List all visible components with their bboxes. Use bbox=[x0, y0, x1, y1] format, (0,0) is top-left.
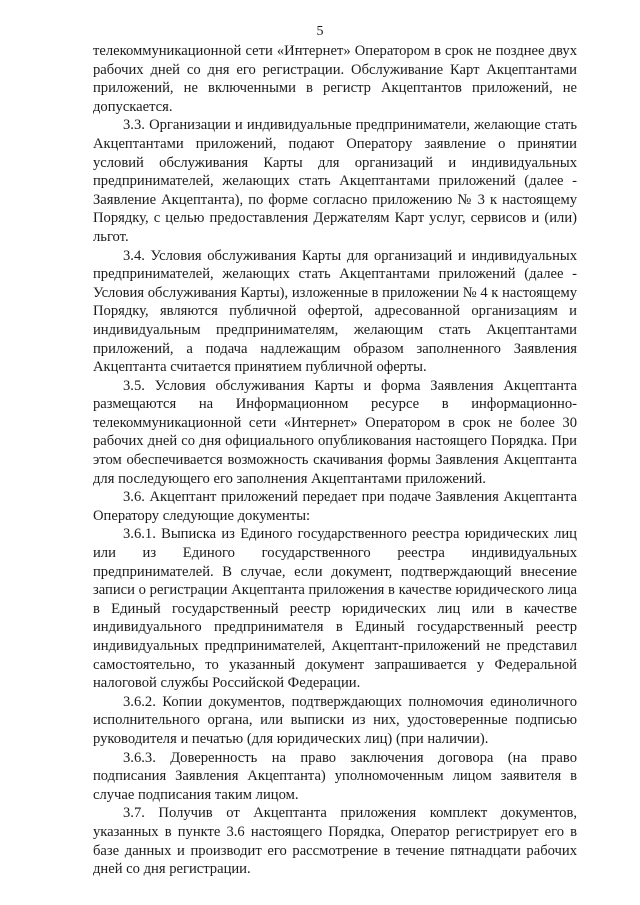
paragraph-3-5: 3.5. Условия обслуживания Карты и форма Заявления Акцептанта размещаются на Информационном ресурсе в информационно-телекоммуникационной сети «Интернет» Оператором в срок не более 30 рабочих дней со дня официального опубликования настоящего Порядка. При этом обеспечивается возможность скачивания формы Заявления Акцептанта для последующего его заполнения Акцептантами приложений. bbox=[93, 377, 577, 487]
paragraph-3-7: 3.7. Получив от Акцептанта приложения комплект документов, указанных в пункте 3.6 настоящего Порядка, Оператор регистрирует его в базе данных и производит его рассмотрение в течение пятнадцати рабочих дней со дня регистрации. bbox=[93, 805, 577, 878]
paragraph-3-6-2: 3.6.2. Копии документов, подтверждающих полномочия единоличного исполнительного органа, или выписки из них, удостоверенные подписью руководителя и печатью (для юридических лиц) (при наличии). bbox=[93, 693, 577, 747]
page-number: 5 bbox=[316, 24, 324, 39]
paragraph-3-6: 3.6. Акцептант приложений передает при подаче Заявления Акцептанта Оператору следующие документы: bbox=[93, 489, 577, 524]
document-body bbox=[93, 42, 577, 879]
paragraph-3-6-1: 3.6.1. Выписка из Единого государственного реестра юридических лиц или из Единого государственного реестра индивидуальных предпринимателей. В случае, если документ, подтверждающий внесение записи о регистрации Акцептанта приложения в качестве юридического лица в Единый государственный реестр юридических лиц или в качестве индивидуального предпринимателя в Единый государственный реестр индивидуальных предпринимателей, Акцептант-приложений не представил самостоятельно, то указанный документ запрашивается у Федеральной налоговой службы Российской Федерации. bbox=[93, 526, 577, 692]
paragraph-3-4: 3.4. Условия обслуживания Карты для организаций и индивидуальных предпринимателей, желающих стать Акцептантами приложений (далее - Условия обслуживания Карты), изложенные в приложении № 4 к настоящему Порядку, являются публичной офертой, адресованной организациям и индивидуальным предпринимателям, желающим стать Акцептантами приложений, а подача надлежащим образом заполненного Заявления Акцептанта считается принятием публичной оферты. bbox=[93, 247, 577, 376]
paragraph-3-6-3: 3.6.3. Доверенность на право заключения договора (на право подписания Заявления Акцептанта) уполномоченным лицом заявителя в случае подписания таким лицом. bbox=[93, 749, 577, 803]
paragraph-continuation: телекоммуникационной сети «Интернет» Оператором в срок не позднее двух рабочих дней со дня его регистрации. Обслуживание Карт Акцептантами приложений, не включенными в регистр Акцептантов приложений, не допускается. bbox=[93, 43, 577, 115]
paragraph-3-3: 3.3. Организации и индивидуальные предприниматели, желающие стать Акцептантами приложений, подают Оператору заявление о принятии условий обслуживания Карты для организаций и индивидуальных предпринимателей, желающих стать Акцептантами приложений (далее - Заявление Акцептанта), по форме согласно приложению № 3 к настоящему Порядку, с целью предоставления Держателям Карт услуг, сервисов и (или) льгот. bbox=[93, 117, 577, 245]
